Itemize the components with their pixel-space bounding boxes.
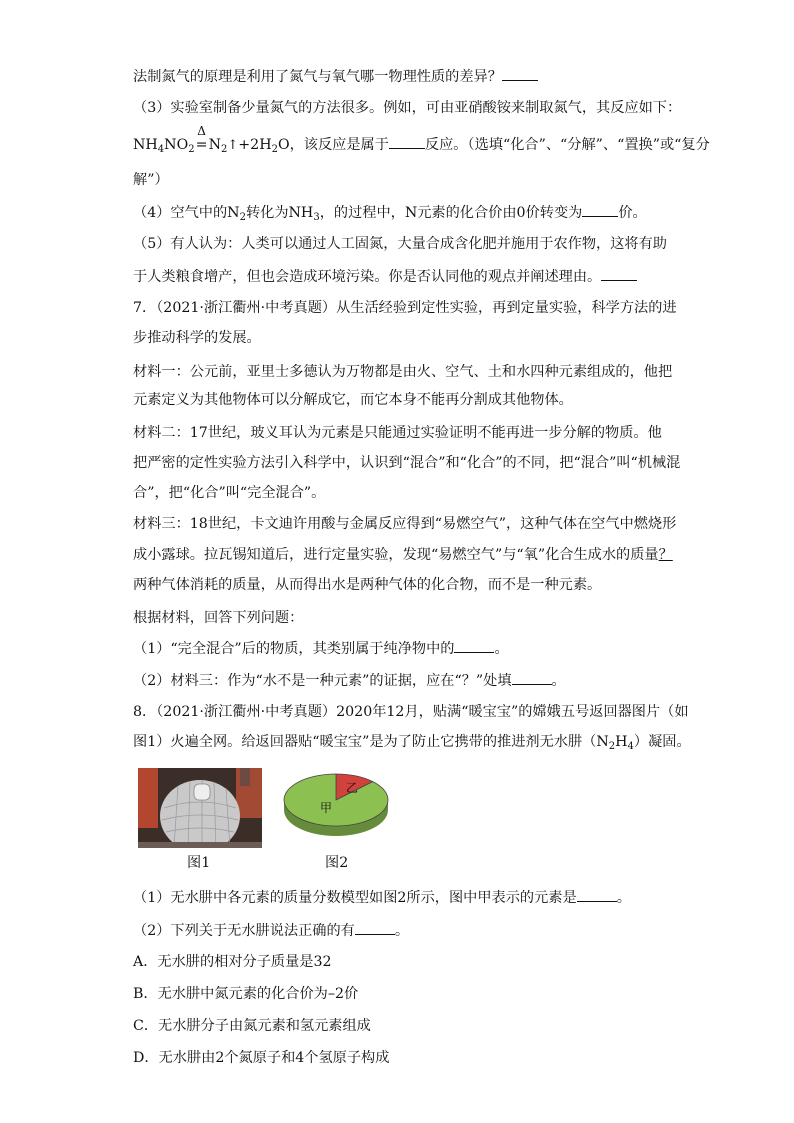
answer-blank[interactable] xyxy=(454,638,494,653)
subscript: 3 xyxy=(313,212,320,223)
pie-label-jia: 甲 xyxy=(320,801,333,815)
pie-label-yi: 乙 xyxy=(346,781,359,795)
text-line xyxy=(133,732,691,757)
heating-equals-sign xyxy=(195,124,209,155)
question-text: 转化为NH xyxy=(245,205,314,221)
text-line xyxy=(133,670,566,691)
answer-blank[interactable] xyxy=(502,66,538,81)
q6-3-intro: （3）实验室制备少量氮气的方法很多。例如，可由亚硝酸铵来制取氮气，其反应如下： xyxy=(133,100,682,116)
option-c[interactable] xyxy=(133,1016,371,1036)
delta-symbol: Δ xyxy=(197,124,206,138)
text-line xyxy=(133,66,538,87)
question-text: 。 xyxy=(394,923,410,939)
question-text: 材料二：17世纪，玻义耳认为元素是只能通过实验证明不能再进一步分解的物质。他 xyxy=(133,425,662,441)
subscript: 2 xyxy=(271,144,278,155)
formula-part: NH xyxy=(133,137,158,153)
pie-slice-jia xyxy=(284,774,388,826)
q8-heading xyxy=(133,702,689,722)
text-line xyxy=(133,170,169,190)
question-text: 反应。（选填“化合”、“分解”、“置换”或“复分 xyxy=(424,137,710,153)
text-line xyxy=(133,328,261,348)
text-line xyxy=(133,545,673,565)
question-text: 价。 xyxy=(618,205,647,221)
question-text: 。 xyxy=(551,673,566,689)
question-text: 把严密的定性实验方法引入科学中，认识到“混合”和“化合”的不同，把“混合”叫“机械混 xyxy=(133,455,681,471)
text-line xyxy=(133,202,647,228)
pie-slices xyxy=(284,774,388,826)
question-text: 成小露球。拉瓦锡知道后，进行定量实验，发现“易燃空气”与“氧”化合生成水的质量 xyxy=(133,547,659,563)
reaction-equation-line xyxy=(133,124,710,160)
answer-blank[interactable] xyxy=(389,134,425,149)
question-text: H xyxy=(615,734,628,750)
material-1 xyxy=(133,362,672,382)
answer-blank[interactable] xyxy=(601,266,637,281)
option-text: C．无水肼分子由氮元素和氢元素组成 xyxy=(133,1018,371,1034)
question-text: （1）“完全混合”后的物质，其类别属于纯净物中的 xyxy=(133,641,455,657)
question-text: （2）下列关于无水肼说法正确的有 xyxy=(133,923,355,939)
question-text: 两种气体消耗的质量，从而得出水是两种气体的化合物，而不是一种元素。 xyxy=(133,577,602,593)
question-text: 元素定义为其他物体可以分解成它，而它本身不能再分割成其他物体。 xyxy=(133,392,573,408)
text-line xyxy=(133,483,325,503)
question-text: 材料三：18世纪，卡文迪许用酸与金属反应得到“易燃空气”，这种气体在空气中燃烧形 xyxy=(133,516,677,532)
option-a[interactable] xyxy=(133,952,332,972)
text-line xyxy=(133,575,601,595)
material-2 xyxy=(133,423,662,443)
option-text: D．无水肼由2个氮原子和4个氢原子构成 xyxy=(133,1050,390,1066)
subscript: 2 xyxy=(221,144,228,155)
q7-heading xyxy=(133,298,677,318)
gas-arrow-icon: ↑ xyxy=(227,138,239,153)
subscript: 2 xyxy=(608,741,616,752)
capsule-photo-illustration xyxy=(138,768,262,848)
subscript: 2 xyxy=(239,212,246,223)
question-text: 图1）火遍全网。给返回器贴“暖宝宝”是为了防止它携带的推进剂无水肼（N xyxy=(133,734,609,750)
question-text: ）凝固。 xyxy=(633,734,691,750)
question-text: （2）材料三：作为“水不是一种元素”的证据，应在“？”处填 xyxy=(133,673,512,689)
figure-1-caption: 图1 xyxy=(187,855,211,871)
question-text: （1）无水肼中各元素的质量分数模型如图2所示，图中甲表示的元素是 xyxy=(133,890,577,906)
question-text: 解”） xyxy=(133,172,169,188)
question-text: 合”，把“化合”叫“完全混合”。 xyxy=(133,485,326,501)
option-d[interactable] xyxy=(133,1048,389,1068)
formula-part: NO xyxy=(164,137,189,153)
text-line xyxy=(133,608,303,628)
question-text: 材料一：公元前，亚里士多德认为万物都是由火、空气、土和水四种元素组成的，他把 xyxy=(133,364,673,380)
question-text: 。 xyxy=(494,641,509,657)
question-text: 根据材料，回答下列问题： xyxy=(133,610,304,626)
answer-blank[interactable] xyxy=(512,670,552,685)
figure-1-photo xyxy=(138,768,262,848)
question-text: （4）空气中的N xyxy=(133,205,240,221)
text-line xyxy=(133,638,509,659)
option-text: B．无水肼中氮元素的化合价为–2价 xyxy=(133,986,359,1002)
text-line xyxy=(133,98,681,118)
figure-2-caption: 图2 xyxy=(325,855,349,871)
subscript: 4 xyxy=(627,741,634,752)
text-line xyxy=(133,234,667,254)
question-mark-placeholder: ？ xyxy=(658,547,673,563)
question-text: ，的过程中，N元素的化合价由0价转变为 xyxy=(319,205,583,221)
question-text: 步推动科学的发展。 xyxy=(133,330,261,346)
answer-blank[interactable] xyxy=(577,887,617,902)
formula-part: O，该反应是属于 xyxy=(277,137,389,153)
question-text: 8．（2021·浙江衢州·中考真题）2020年12月，贴满“暖宝宝”的嫦娥五号返回器图片（如 xyxy=(133,704,689,720)
text-line xyxy=(133,390,573,410)
subscript: 2 xyxy=(188,144,195,155)
formula-part: +2H xyxy=(238,137,272,153)
question-text: （5）有人认为：人类可以通过人工固氮，大量合成含化肥并施用于农作物，这将有助 xyxy=(133,236,667,252)
text-line xyxy=(133,266,637,287)
text-line xyxy=(133,887,631,908)
answer-blank[interactable] xyxy=(355,920,395,935)
q6-2-text-end: 法制氮气的原理是利用了氮气与氧气哪一物理性质的差异？ xyxy=(133,69,502,85)
text-line xyxy=(133,920,409,941)
equals-sign: = xyxy=(195,137,208,153)
question-text: 于人类粮食增产，但也会造成环境污染。你是否认同他的观点并阐述理由。 xyxy=(133,269,602,285)
answer-blank[interactable] xyxy=(582,202,618,217)
formula-part: N xyxy=(208,137,222,153)
material-3 xyxy=(133,514,676,534)
option-text: A．无水肼的相对分子质量是32 xyxy=(133,954,332,970)
subscript: 4 xyxy=(157,144,165,155)
question-text: 7．（2021·浙江衢州·中考真题）从生活经验到定性实验，再到定量实验，科学方法的进 xyxy=(133,300,677,316)
text-line xyxy=(133,453,680,473)
option-b[interactable] xyxy=(133,984,358,1004)
question-text: 。 xyxy=(616,890,631,906)
figure-2-pie-chart xyxy=(280,770,392,842)
